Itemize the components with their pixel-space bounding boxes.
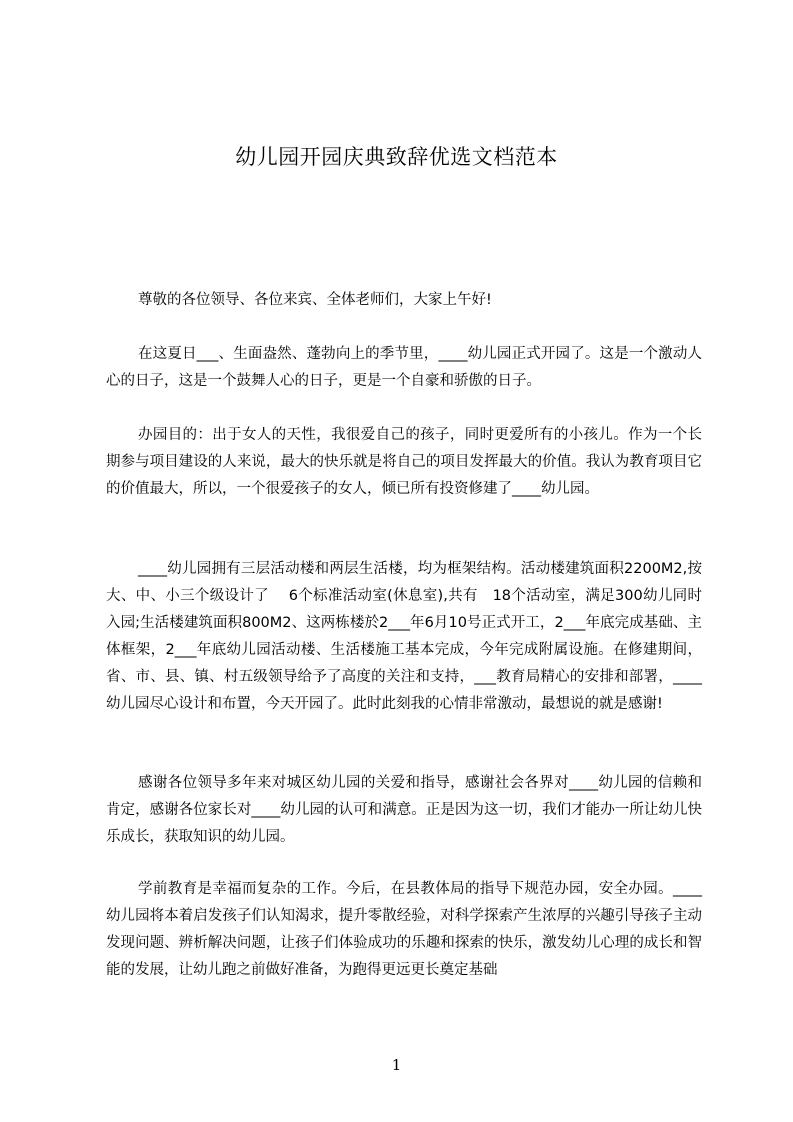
paragraph-thanks: 感谢各位领导多年来对城区幼儿园的关爱和指导，感谢社会各界对____幼儿园的信赖和肯定，感谢各位家长对____幼儿园的认可和满意。正是因为这一切，我们才能办一所让幼儿快乐成长，获取知识的幼儿园。 [106, 775, 702, 845]
paragraph-greeting: 尊敬的各位领导、各位来宾、全体老师们，大家上午好! [138, 292, 492, 308]
paragraph-opening: 在这夏日___、生面盎然、蓬勃向上的季节里，____幼儿园正式开园了。这是一个激动人心的日子，这是一个鼓舞人心的日子，更是一个自豪和骄傲的日子。 [106, 346, 702, 389]
page-number: 1 [391, 1056, 402, 1074]
document-title: 幼儿园开园庆典致辞优选文档范本 [235, 145, 558, 169]
paragraph-facilities: ____幼儿园拥有三层活动楼和两层生活楼，均为框架结构。活动楼建筑面积2200M2,按大、中、小三个级设计了 6个标准活动室(休息室),共有 18个活动室，满足300幼儿同时入园;生活楼建筑面积800M2、这两栋楼於2___年6月10号正式开工，2___年底完成基础、主体框架，2___年底幼儿园活动楼、生活楼施工基本完成，今年完成附属设施。在修建期间，省、市、县、镇、村五级领导给予了高度的关注和支持，___教育局精心的安排和部署，____幼儿园尽心设计和布置，今天开园了。此时此刻我的心情非常激动，最想说的就是感谢! [106, 561, 702, 712]
paragraph-future: 学前教育是幸福而复杂的工作。今后，在县教体局的指导下规范办园，安全办园。____幼儿园将本着启发孩子们认知渴求，提升零散经验，对科学探索产生浓厚的兴趣引导孩子主动发现问题、辨析解决问题，让孩子们体验成功的乐趣和探索的快乐，激发幼儿心理的成长和智能的发展，让幼儿跑之前做好准备，为跑得更远更长奠定基础 [106, 881, 702, 978]
paragraph-purpose: 办园目的：出于女人的天性，我很爱自己的孩子，同时更爱所有的小孩儿。作为一个长期参与项目建设的人来说，最大的快乐就是将自己的项目发挥最大的价值。我认为教育项目它的价值最大，所以，一个很爱孩子的女人，倾已所有投资修建了____幼儿园。 [106, 427, 702, 497]
